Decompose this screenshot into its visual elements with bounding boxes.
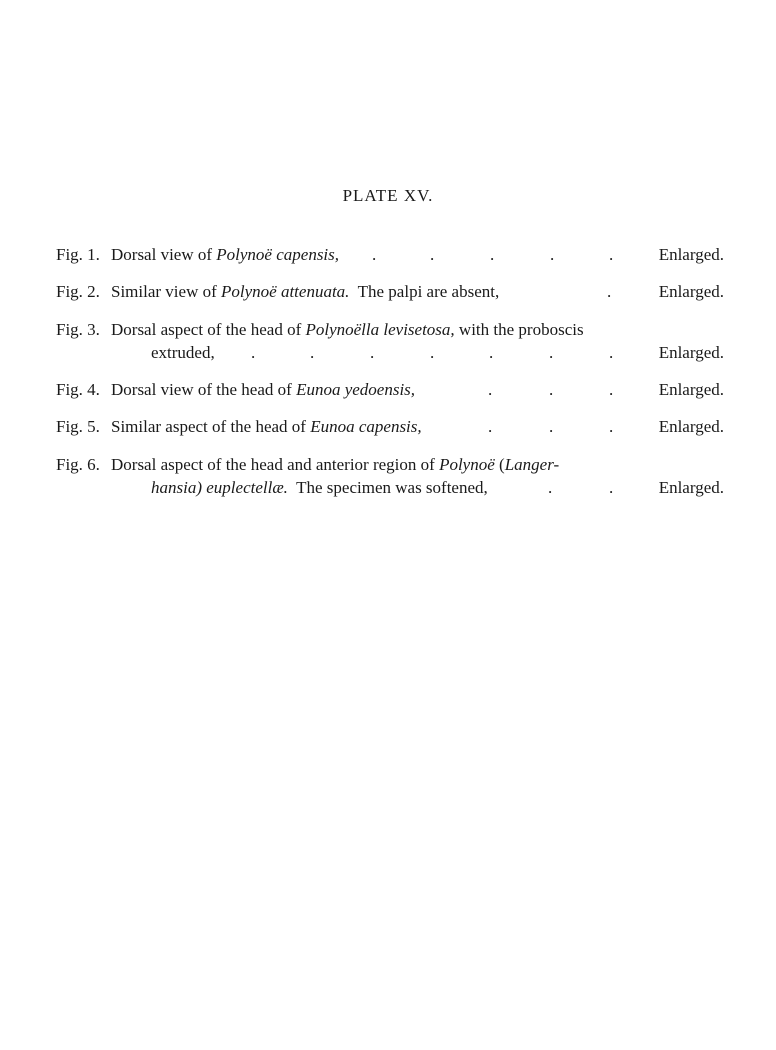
- caption-text: [111, 280, 499, 303]
- leader-dot: .: [609, 478, 614, 497]
- caption-prefix: Dorsal aspect of the head of: [111, 320, 306, 339]
- figure-caption-5: [56, 415, 724, 438]
- leader-dot: .: [251, 343, 256, 362]
- caption-suffix: The specimen was softened,: [287, 478, 488, 497]
- leader-dot: .: [549, 417, 554, 436]
- leader-dot: .: [310, 343, 315, 362]
- caption-paren: (: [494, 455, 505, 474]
- figure-number: Fig. 4.: [56, 380, 100, 399]
- plate-title: PLATE XV.: [342, 186, 434, 205]
- magnification-label: Enlarged.: [658, 245, 724, 264]
- leader-dot: .: [488, 417, 493, 436]
- species-name: Polynoëlla levisetosa,: [305, 320, 455, 339]
- caption-prefix: Dorsal view of: [111, 245, 217, 264]
- leader-dot: .: [609, 245, 614, 264]
- leader-dot: .: [488, 380, 493, 399]
- subgenus-species-name: hansia) euplectellæ.: [151, 478, 288, 497]
- genus-name: Polynoë: [439, 455, 495, 474]
- species-name: Eunoa capensis,: [310, 417, 422, 436]
- figure-caption-2: [56, 280, 724, 303]
- figure-number: Fig. 5.: [56, 417, 100, 436]
- figure-caption-4: [56, 378, 724, 401]
- subgenus-name-part: Langer-: [504, 455, 560, 474]
- figure-caption-1: [56, 243, 724, 266]
- caption-continuation: [151, 476, 488, 499]
- leader-dot: .: [607, 282, 612, 301]
- leader-dot: .: [430, 343, 435, 362]
- figure-number: Fig. 6.: [56, 455, 100, 474]
- magnification-label: Enlarged.: [658, 380, 724, 399]
- caption-text: [111, 243, 339, 266]
- caption-prefix: Dorsal view of the head of: [111, 380, 297, 399]
- caption-text: [111, 318, 584, 341]
- caption-continuation: extruded,: [151, 343, 215, 362]
- species-name: Polynoë attenuata.: [221, 282, 350, 301]
- figure-number: Fig. 1.: [56, 245, 100, 264]
- leader-dot: .: [550, 245, 555, 264]
- leader-dot: .: [548, 478, 553, 497]
- leader-dot: .: [489, 343, 494, 362]
- caption-suffix: The palpi are absent,: [349, 282, 500, 301]
- leader-dot: .: [609, 343, 614, 362]
- caption-text: [111, 378, 415, 401]
- leader-dot: .: [549, 380, 554, 399]
- magnification-label: Enlarged.: [658, 478, 724, 497]
- magnification-label: Enlarged.: [658, 343, 724, 362]
- caption-prefix: Similar aspect of the head of: [111, 417, 311, 436]
- caption-prefix: Dorsal aspect of the head and anterior region of: [111, 455, 440, 474]
- species-name: Polynoë capensis,: [216, 245, 340, 264]
- leader-dot: .: [490, 245, 495, 264]
- magnification-label: Enlarged.: [658, 282, 724, 301]
- caption-prefix: Similar view of: [111, 282, 222, 301]
- figure-number: Fig. 2.: [56, 282, 100, 301]
- figure-number: Fig. 3.: [56, 320, 100, 339]
- caption-suffix: with the proboscis: [454, 320, 584, 339]
- leader-dot: .: [430, 245, 435, 264]
- leader-dot: .: [372, 245, 377, 264]
- leader-dot: .: [609, 380, 614, 399]
- caption-text: [111, 453, 559, 476]
- leader-dot: .: [370, 343, 375, 362]
- figure-caption-3: [56, 318, 724, 364]
- leader-dot: .: [609, 417, 614, 436]
- figure-caption-6: [56, 453, 724, 499]
- magnification-label: Enlarged.: [658, 417, 724, 436]
- leader-dot: .: [549, 343, 554, 362]
- caption-text: [111, 415, 422, 438]
- species-name: Eunoa yedoensis,: [296, 380, 416, 399]
